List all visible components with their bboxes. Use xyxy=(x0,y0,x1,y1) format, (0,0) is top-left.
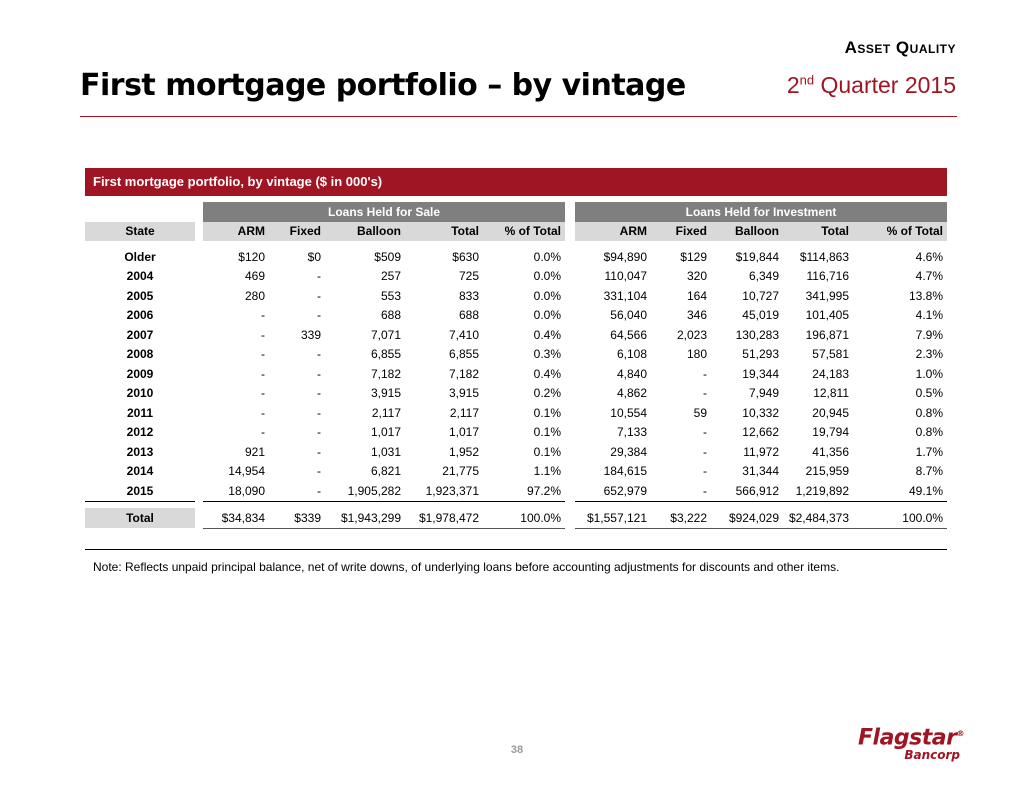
table-cell: - xyxy=(703,444,707,459)
row-label: 2009 xyxy=(126,366,154,381)
page-number: 38 xyxy=(510,744,524,756)
table-cell: 100.0% xyxy=(483,508,565,529)
column-header-hfi-fixed: Fixed xyxy=(651,222,711,242)
column-gap xyxy=(195,364,203,384)
vintage-table xyxy=(85,202,947,529)
column-gap xyxy=(565,384,575,404)
table-cell: 130,283 xyxy=(735,327,779,342)
table-cell: - xyxy=(317,347,321,362)
column-header-hfs-balloon: Balloon xyxy=(325,222,405,242)
column-gap xyxy=(565,325,575,345)
table-cell: 1,905,282 xyxy=(325,481,405,501)
table-cell: 19,794 xyxy=(812,425,849,440)
table-cell: 0.1% xyxy=(533,444,561,459)
table-cell: 6,108 xyxy=(616,347,647,362)
table-cell: 0.1% xyxy=(533,425,561,440)
column-gap xyxy=(565,286,575,306)
row-label: Total xyxy=(85,508,195,529)
column-header-hfs-fixed: Fixed xyxy=(269,222,325,242)
table-cell: 1.7% xyxy=(915,444,943,459)
table-cell: 45,019 xyxy=(742,308,779,323)
table-cell: 7,071 xyxy=(370,327,401,342)
group-header-held-for-sale: Loans Held for Sale xyxy=(203,202,565,222)
table-cell: 2,117 xyxy=(449,405,479,420)
table-title-bar: First mortgage portfolio, by vintage ($ in 000's) xyxy=(85,168,947,196)
table-cell: - xyxy=(651,481,711,501)
column-header-state: State xyxy=(85,222,195,242)
table-cell: 0.0% xyxy=(533,269,561,284)
table-cell: 57,581 xyxy=(812,347,849,362)
table-cell: - xyxy=(703,425,707,440)
quarter-rest: Quarter 2015 xyxy=(814,72,956,98)
row-label: 2004 xyxy=(126,269,154,284)
table-cell: 100.0% xyxy=(853,508,947,529)
table-cell: 184,615 xyxy=(603,464,647,479)
table-cell: 59 xyxy=(693,405,707,420)
column-gap xyxy=(195,306,203,326)
table-cell: 7,949 xyxy=(748,386,779,401)
table-cell: 1,219,892 xyxy=(783,481,853,501)
table-cell: 346 xyxy=(686,308,707,323)
table-cell: 0.0% xyxy=(533,249,561,264)
table-cell: $1,943,299 xyxy=(325,508,405,529)
table-cell: 2.3% xyxy=(915,347,943,362)
table-cell: 0.1% xyxy=(533,405,561,420)
table-cell: 0.2% xyxy=(533,386,561,401)
row-label: 2007 xyxy=(126,327,154,342)
column-gap xyxy=(565,442,575,462)
table-cell: 3,915 xyxy=(370,386,401,401)
table-cell: - xyxy=(703,386,707,401)
table-cell: - xyxy=(261,405,265,420)
table-cell: 101,405 xyxy=(805,308,849,323)
total-row xyxy=(85,508,947,529)
table-cell: 553 xyxy=(380,288,401,303)
column-header-hfi-arm: ARM xyxy=(575,222,651,242)
column-gap xyxy=(565,345,575,365)
column-gap xyxy=(195,423,203,443)
table-cell: - xyxy=(261,366,265,381)
table-cell: - xyxy=(317,269,321,284)
row-label: 2005 xyxy=(126,288,154,303)
table-cell: 469 xyxy=(244,269,265,284)
table-cell: $120 xyxy=(238,249,265,264)
row-label: 2010 xyxy=(126,386,154,401)
table-cell: 1,923,371 xyxy=(405,481,483,501)
table-cell: - xyxy=(317,386,321,401)
footnote: Note: Reflects unpaid principal balance, net of write downs, of underlying loans before accounting adjustments for discounts and other items. xyxy=(93,560,840,574)
table-row xyxy=(85,384,947,404)
row-label: 2011 xyxy=(126,405,154,420)
table-cell: 7,182 xyxy=(448,366,479,381)
table-cell: 29,384 xyxy=(610,444,647,459)
table-cell: 20,945 xyxy=(812,405,849,420)
table-cell: - xyxy=(269,481,325,501)
table-cell: - xyxy=(261,327,265,342)
table-cell: 921 xyxy=(244,444,265,459)
column-gap xyxy=(565,481,575,501)
table-cell: - xyxy=(317,308,321,323)
table-cell: 18,090 xyxy=(203,481,269,501)
table-cell: 11,972 xyxy=(743,444,779,459)
table-cell: - xyxy=(317,425,321,440)
table-cell: 280 xyxy=(244,288,265,303)
table-cell: 341,995 xyxy=(805,288,849,303)
table-cell: $129 xyxy=(680,249,707,264)
table-cell: 1.1% xyxy=(533,464,561,479)
table-cell: $19,844 xyxy=(735,249,779,264)
table-cell: - xyxy=(703,464,707,479)
table-cell: 1,952 xyxy=(448,444,479,459)
column-gap xyxy=(195,481,203,501)
table-row xyxy=(85,286,947,306)
table-row xyxy=(85,423,947,443)
column-gap xyxy=(565,462,575,482)
column-gap xyxy=(565,403,575,423)
table-cell: 6,821 xyxy=(370,464,401,479)
table-cell: 215,959 xyxy=(805,464,849,479)
table-cell: 110,047 xyxy=(604,269,647,284)
row-label: 2013 xyxy=(126,444,154,459)
table-row xyxy=(85,442,947,462)
table-cell: 688 xyxy=(380,308,401,323)
column-header-hfi-pct: % of Total xyxy=(853,222,947,242)
column-header-hfs-total: Total xyxy=(405,222,483,242)
table-cell: - xyxy=(317,464,321,479)
table-cell: 331,104 xyxy=(603,288,647,303)
column-gap xyxy=(195,286,203,306)
table-cell: $0 xyxy=(307,249,321,264)
column-header-hfi-total: Total xyxy=(783,222,853,242)
table-cell: 10,554 xyxy=(610,405,647,420)
table-cell: $94,890 xyxy=(603,249,647,264)
table-cell: 320 xyxy=(686,269,707,284)
table-cell: 1.0% xyxy=(915,366,943,381)
row-label: 2006 xyxy=(126,308,154,323)
table-cell: 4.7% xyxy=(915,269,943,284)
logo-brand-text: Flagstar xyxy=(858,725,957,751)
table-cell: 10,727 xyxy=(742,288,779,303)
table-cell: $924,029 xyxy=(711,508,783,529)
table-cell: $3,222 xyxy=(651,508,711,529)
column-gap xyxy=(565,267,575,287)
column-gap xyxy=(565,508,575,529)
table-cell: 51,293 xyxy=(742,347,779,362)
table-cell: - xyxy=(261,308,265,323)
section-label: Asset Quality xyxy=(844,38,956,57)
table-cell: 24,183 xyxy=(812,366,849,381)
quarter-ordinal: 2 xyxy=(786,72,800,98)
table-cell: 12,811 xyxy=(813,386,849,401)
column-header-row xyxy=(85,222,947,242)
table-cell: $339 xyxy=(269,508,325,529)
column-gap xyxy=(195,384,203,404)
table-cell: 4.6% xyxy=(915,249,943,264)
table-cell: 4,862 xyxy=(616,386,647,401)
table-cell: 56,040 xyxy=(610,308,647,323)
table-cell: 13.8% xyxy=(908,288,943,303)
table-row xyxy=(85,364,947,384)
table-cell: 2,117 xyxy=(371,405,401,420)
group-header-held-for-investment: Loans Held for Investment xyxy=(575,202,947,222)
table-cell: 10,332 xyxy=(742,405,779,420)
table-cell: 6,855 xyxy=(448,347,479,362)
table-row xyxy=(85,267,947,287)
table-cell: 7,410 xyxy=(448,327,479,342)
table-cell: 6,349 xyxy=(748,269,779,284)
table-bottom-rule xyxy=(85,549,947,550)
table-row xyxy=(85,325,947,345)
page-title: First mortgage portfolio – by vintage xyxy=(80,68,686,103)
table-cell: $1,557,121 xyxy=(575,508,651,529)
column-gap xyxy=(195,345,203,365)
table-cell: 49.1% xyxy=(853,481,947,501)
quarter-label xyxy=(787,72,956,99)
row-label: 2014 xyxy=(126,464,154,479)
table-row xyxy=(85,481,947,501)
table-cell: 164 xyxy=(686,288,707,303)
table-cell: 339 xyxy=(300,327,321,342)
column-gap xyxy=(565,423,575,443)
table-cell: 8.7% xyxy=(915,464,943,479)
column-gap xyxy=(565,364,575,384)
column-gap xyxy=(195,403,203,423)
table-cell: 7.9% xyxy=(915,327,943,342)
table-cell: $114,863 xyxy=(799,249,849,264)
logo-registered-mark: ® xyxy=(956,729,964,738)
table-cell: 0.4% xyxy=(533,327,561,342)
table-cell: $2,484,373 xyxy=(783,508,853,529)
table-cell: 14,954 xyxy=(228,464,265,479)
column-header-hfs-arm: ARM xyxy=(203,222,269,242)
table-cell: 0.0% xyxy=(533,308,561,323)
table-cell: 0.8% xyxy=(915,405,943,420)
table-cell: 7,182 xyxy=(370,366,401,381)
table-cell: 3,915 xyxy=(448,386,479,401)
table-cell: 116,716 xyxy=(806,269,849,284)
row-label: Older xyxy=(124,249,156,264)
flagstar-logo xyxy=(858,723,964,761)
table-row xyxy=(85,403,947,423)
table-cell: 97.2% xyxy=(483,481,565,501)
column-gap xyxy=(195,442,203,462)
table-cell: $1,978,472 xyxy=(405,508,483,529)
table-cell: - xyxy=(703,366,707,381)
table-cell: - xyxy=(261,386,265,401)
table-cell: 566,912 xyxy=(711,481,783,501)
table-cell: - xyxy=(317,405,321,420)
row-label: 2015 xyxy=(85,481,195,501)
column-gap xyxy=(565,306,575,326)
column-header-hfs-pct: % of Total xyxy=(483,222,565,242)
group-header-row xyxy=(85,202,947,222)
column-gap xyxy=(195,267,203,287)
column-gap xyxy=(195,325,203,345)
table-cell: 725 xyxy=(458,269,479,284)
table-cell: 833 xyxy=(458,288,479,303)
table-row xyxy=(85,462,947,482)
table-cell: 4.1% xyxy=(915,308,943,323)
quarter-suffix: nd xyxy=(799,72,815,88)
table-cell: 64,566 xyxy=(610,327,647,342)
table-cell: 41,356 xyxy=(812,444,849,459)
table-cell: 1,031 xyxy=(370,444,401,459)
column-gap xyxy=(195,462,203,482)
table-cell: 4,840 xyxy=(616,366,647,381)
table-cell: - xyxy=(317,366,321,381)
table-cell: 652,979 xyxy=(575,481,651,501)
table-cell: 0.3% xyxy=(533,347,561,362)
column-gap xyxy=(565,241,575,267)
table-cell: - xyxy=(261,425,265,440)
table-cell: - xyxy=(261,347,265,362)
table-cell: 6,855 xyxy=(370,347,401,362)
table-cell: 0.5% xyxy=(915,386,943,401)
column-header-hfi-balloon: Balloon xyxy=(711,222,783,242)
logo-brand xyxy=(858,723,964,749)
table-cell: 196,871 xyxy=(805,327,849,342)
row-label: 2012 xyxy=(126,425,154,440)
table-cell: 7,133 xyxy=(616,425,647,440)
group-header-blank xyxy=(85,202,195,222)
table-cell: - xyxy=(317,444,321,459)
table-cell: 257 xyxy=(380,269,401,284)
table-cell: 180 xyxy=(686,347,707,362)
table-cell: 0.0% xyxy=(533,288,561,303)
table-cell: 1,017 xyxy=(370,425,401,440)
table-row xyxy=(85,306,947,326)
table-row xyxy=(85,345,947,365)
table-cell: 2,023 xyxy=(676,327,707,342)
table-row xyxy=(85,241,947,267)
table-cell: 19,344 xyxy=(742,366,779,381)
table-cell: 688 xyxy=(458,308,479,323)
table-cell: 21,775 xyxy=(442,464,479,479)
table-cell: $34,834 xyxy=(203,508,269,529)
table-cell: $509 xyxy=(374,249,401,264)
table-cell: 0.8% xyxy=(915,425,943,440)
table-cell: 12,662 xyxy=(742,425,779,440)
column-gap xyxy=(195,508,203,529)
table-cell: $630 xyxy=(452,249,479,264)
title-divider xyxy=(80,116,957,117)
table-cell: 31,344 xyxy=(742,464,779,479)
column-gap xyxy=(195,241,203,267)
table-cell: 0.4% xyxy=(533,366,561,381)
table-cell: - xyxy=(317,288,321,303)
logo-subtitle: Bancorp xyxy=(904,748,960,763)
row-label: 2008 xyxy=(126,347,154,362)
table-cell: 1,017 xyxy=(448,425,479,440)
